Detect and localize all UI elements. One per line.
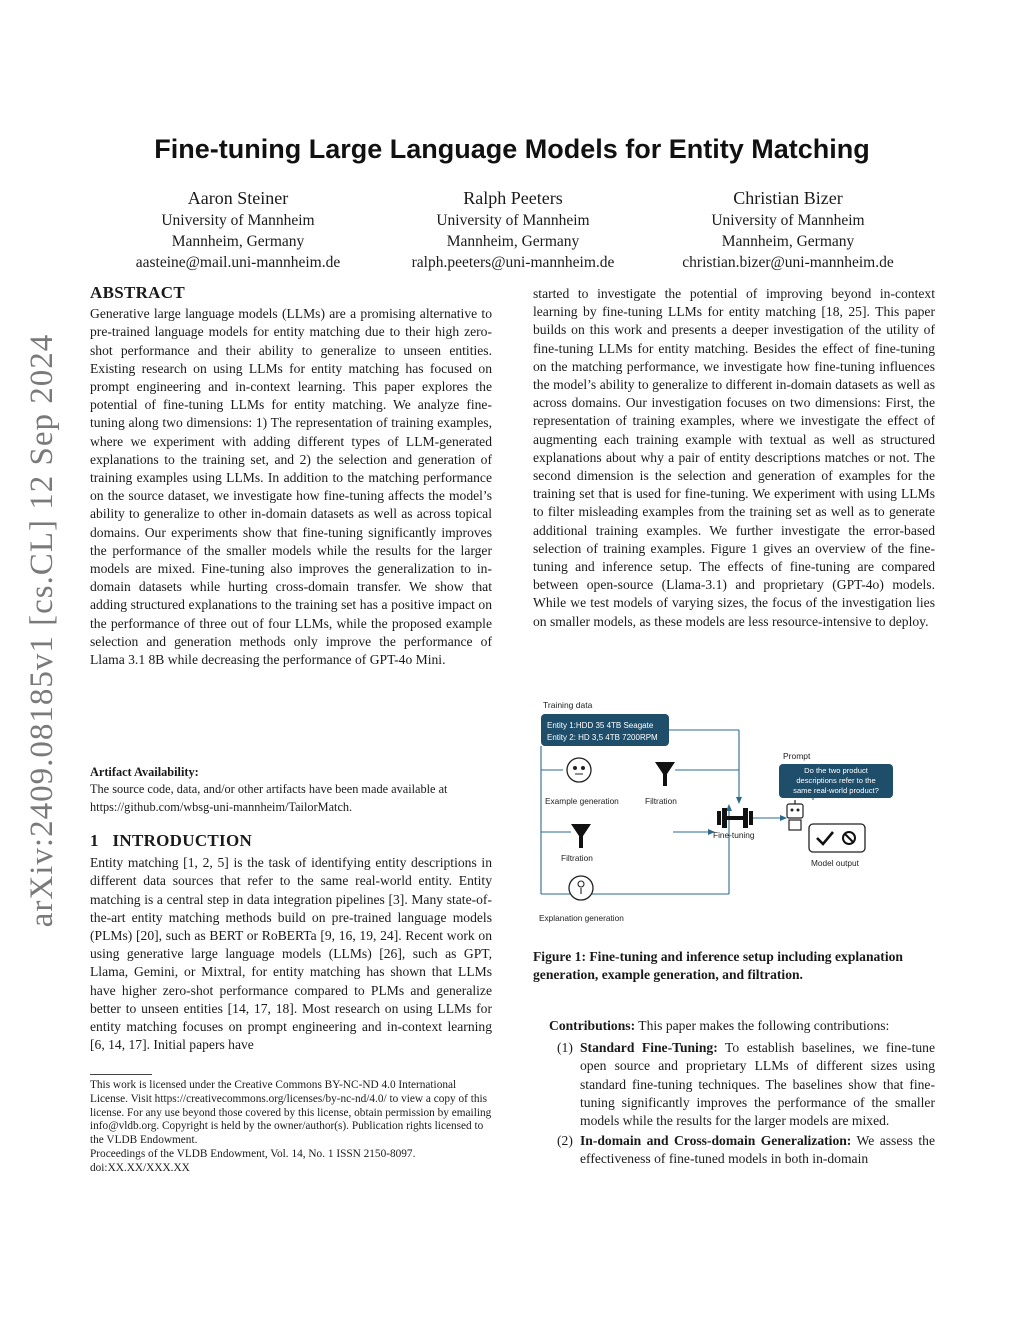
contributions-list: [533, 1039, 935, 1168]
introduction-section: [90, 832, 492, 1054]
arxiv-id: arXiv:2409.08185v1 [cs.CL] 12 Sep 2024: [24, 333, 61, 927]
author-email[interactable]: christian.bizer@uni-mannheim.de: [682, 254, 894, 271]
robot-icon: [787, 800, 803, 830]
author-block: [363, 186, 663, 273]
figure-caption: Figure 1: Fine-tuning and inference setup including explanation generation, example generation, and filtration.: [533, 949, 903, 983]
footnote-rule: [90, 1074, 152, 1075]
right-column-text: started to investigate the potential of improving beyond in-context learning by fine-tuning LLMs for entity matching [18, 25]. This paper builds on this work and presents a deeper investigation of the utility of fine-tuning LLMs for entity matching. Besides the effect of fine-tuning on the matching performance, we investigate how fine-tuning influences the model’s ability to generalize to different in-domain datasets as well as across domains. Our investigation focuses on two dimensions: First, the representation of training examples, where we investigate the effect of augmenting each training example with textual as well as structured explanations about why a pair of entity descriptions matches or not. The second dimension is the selection and generation of examples for the training set that is used for fine-tuning. We experiment with using LLMs to filter misleading examples from the training set as well as to generate additional training examples. We further investigate the error-based selection of training examples. Figure 1 gives an overview of the fine-tuning and inference setup. The effects of fine-tuning are compared between open-source (Llama-3.1) and proprietary (GPT-4o) models. While we test models of varying sizes, the focus of the investigation lies on smaller models, as these models are less resource-intensive to deploy.: [533, 286, 935, 629]
filtration-label: Filtration: [645, 796, 677, 806]
contribution-item: [533, 1132, 935, 1168]
contribution-item: [533, 1039, 935, 1130]
prompt-label: Prompt: [783, 751, 811, 761]
example-generation-icon: [567, 758, 591, 782]
author-email[interactable]: ralph.peeters@uni-mannheim.de: [411, 254, 615, 271]
abstract-heading: ABSTRACT: [90, 283, 185, 302]
contribution-text: We assess the effectiveness of fine-tuned models in both in-domain: [580, 1133, 935, 1167]
author-affiliation: University of Mannheim: [711, 212, 865, 229]
author-block: [638, 186, 938, 273]
artifact-section: [90, 764, 492, 816]
contribution-number: (1): [557, 1040, 573, 1056]
proceedings-note: Proceedings of the VLDB Endowment, Vol. 14, No. 1 ISSN 2150-8097.: [90, 1147, 416, 1160]
filter-icon: [571, 824, 591, 848]
artifact-text: The source code, data, and/or other artifacts have been made available at https://github.com/wbsg-uni-mannheim/TailorMatch.: [90, 782, 448, 814]
flow-arrows: [541, 730, 813, 894]
license-note: This work is licensed under the Creative Commons BY-NC-ND 4.0 International License. Visit https://creativecommons.org/licenses/by-nc-nd/4.0/ to view a copy of this license. For any use beyond those covered by this license, obtain permission by emailing info@vldb.org. Copyright is held by the owner/author(s). Publication rights licensed to the VLDB Endowment.: [90, 1079, 492, 1147]
author-name: Aaron Steiner: [187, 188, 289, 208]
contributions-section: [533, 1017, 935, 1171]
author-name: Christian Bizer: [733, 188, 843, 208]
explanation-generation-label: Explanation generation: [539, 913, 624, 923]
footnote: [90, 1079, 492, 1176]
contribution-number: (2): [557, 1133, 573, 1149]
contribution-text: To establish baselines, we fine-tune open source and proprietary LLMs of different sizes using standard fine-tuning techniques. The baselines show that fine-tuning significantly improves the performance of the smaller models while the results for the larger models are mixed.: [580, 1040, 935, 1129]
author-affiliation: University of Mannheim: [436, 212, 590, 229]
example-generation-label: Example generation: [545, 796, 619, 806]
training-data-label: Training data: [543, 700, 593, 710]
author-block: [88, 186, 388, 273]
artifact-heading: Artifact Availability:: [90, 765, 199, 779]
model-output-label: Model output: [811, 858, 859, 868]
dumbbell-icon: [717, 808, 753, 828]
doi-note: doi:XX.XX/XXX.XX: [90, 1161, 190, 1174]
filter-icon: [655, 762, 675, 786]
abstract-text: Generative large language models (LLMs) are a promising alternative to pre-trained language models for entity matching due to their high zero-shot performance and their ability to generalize to unseen entities. Existing research on using LLMs for entity matching has focused on prompt engineering and in-context learning. This paper explores the potential of fine-tuning LLMs for entity matching. We analyze fine-tuning along two dimensions: 1) The representation of training examples, where we experiment with adding different types of LLM-generated explanations to the training set, and 2) the selection and generation of training examples using LLMs. In addition to the matching performance on the source dataset, we investigate how fine-tuning affects the model’s ability to generalize to other in-domain datasets as well as across topical domains. Our experiments show that fine-tuning significantly improves the performance of the smaller models while the results for the larger models are mixed. Fine-tuning also improves the generalization to in-domain datasets while hurting cross-domain transfer. We show that adding structured explanations to the training set has a positive impact on the performance of three out of four LLMs, while the proposed example selection and generation methods only improve the performance of Llama 3.1 8B while decreasing the performance of GPT-4o Mini.: [90, 306, 492, 668]
prompt-text-line: descriptions refer to the: [796, 776, 876, 785]
paper-title: Fine-tuning Large Language Models for Entity Matching: [154, 134, 870, 164]
prompt-text-line: same real-world product?: [793, 786, 879, 795]
contribution-title: In-domain and Cross-domain Generalization:: [580, 1133, 852, 1149]
author-location: Mannheim, Germany: [446, 233, 580, 250]
author-name: Ralph Peeters: [463, 188, 563, 208]
explanation-generation-icon: [569, 876, 593, 900]
author-email[interactable]: aasteine@mail.uni-mannheim.de: [135, 254, 341, 271]
figure-1: [533, 698, 943, 930]
filtration-label: Filtration: [561, 853, 593, 863]
author-location: Mannheim, Germany: [171, 233, 305, 250]
contributions-label: Contributions:: [549, 1018, 636, 1033]
entity-2-text: Entity 2: HD 3,5 4TB 7200RPM: [547, 733, 658, 742]
left-column: [90, 284, 492, 669]
author-location: Mannheim, Germany: [721, 233, 855, 250]
author-affiliation: University of Mannheim: [161, 212, 315, 229]
arxiv-sidebar: [16, 300, 70, 960]
contribution-title: Standard Fine-Tuning:: [580, 1040, 718, 1056]
intro-text: Entity matching [1, 2, 5] is the task of identifying entity descriptions in different data sources that refer to the same real-world entity. Entity matching is a central step in data integration pipelines [3]. Many state-of-the-art entity matching methods build on pre-trained language models (PLMs) [20], such as BERT or RoBERTa [9, 16, 19, 24]. Recent work on using generative large language models (LLMs) [26], such as GPT, Llama, Gemini, or Mixtral, for entity matching has shown that LLMs have higher zero-shot performance compared to PLMs and generalize better to unseen entities [14, 17, 18]. Most research on using LLMs for entity matching focuses on prompt engineering and in-context learning [6, 14, 17]. Initial papers have: [90, 855, 492, 1053]
prompt-text-line: Do the two product: [804, 766, 868, 775]
entity-1-text: Entity 1:HDD 35 4TB Seagate: [547, 721, 654, 730]
fine-tuning-label: Fine-tuning: [713, 830, 755, 840]
intro-heading: 1 INTRODUCTION: [90, 831, 253, 850]
contributions-intro: This paper makes the following contributions:: [638, 1018, 890, 1033]
